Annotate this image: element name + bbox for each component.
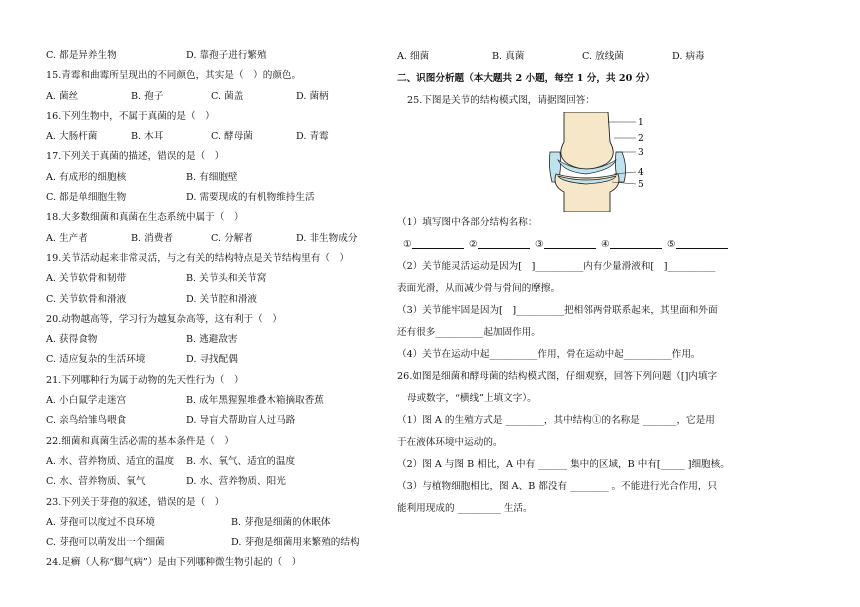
option-a: A. 生产者 [46, 232, 88, 244]
option-row [46, 330, 376, 350]
figure-label-2: 2 [638, 134, 644, 144]
figure-label-3: 3 [638, 148, 644, 158]
option-d: D. 菌柄 [296, 90, 329, 102]
option-b: B. 芽孢是细菌的休眠体 [231, 516, 331, 528]
question-stem: 23.下列关于芽孢的叙述，错误的是（ ） [46, 496, 225, 508]
answer-blank-3[interactable] [544, 236, 596, 249]
q25-blanks-row [397, 234, 817, 256]
option-b: D. 导盲犬帮助盲人过马路 [186, 415, 296, 427]
option-a: C. 亲鸟给雏鸟喂食 [46, 415, 127, 427]
option-c: C. 分解者 [211, 232, 253, 244]
option-b: B. 水、氧气、适宜的温度 [186, 455, 296, 467]
option-a: A. 获得食物 [46, 334, 98, 346]
section-title: 二、识图分析题（本大题共 2 小题，每空 1 分，共 20 分） [397, 73, 655, 84]
option-b: D. 寻找配偶 [186, 354, 238, 366]
blank-marker-4: ④ [601, 239, 610, 250]
option-b: B. 孢子 [131, 90, 164, 102]
left-column [46, 46, 376, 574]
figure-label-5: 5 [638, 180, 644, 190]
option-row [46, 269, 376, 289]
option-c: C. 菌盖 [211, 90, 244, 102]
option-b: D. 需要现成的有机物维持生活 [186, 192, 315, 204]
answer-blank-4[interactable] [610, 236, 662, 249]
right-column [397, 46, 817, 520]
figure-label-1: 1 [638, 118, 644, 128]
option-row [46, 472, 376, 492]
option-a: A. 水、营养物质、适宜的温度 [46, 455, 175, 467]
q24-options [397, 46, 817, 68]
option-b: D. 水、营养物质、阳光 [186, 476, 286, 488]
q25-part3-line2: 还有很多__________起加固作用。 [397, 327, 541, 338]
option-row [46, 46, 376, 66]
blank-marker-5: ⑤ [667, 239, 676, 250]
q26-part1-line1: （1）图 A 的生殖方式是 ________，其中结构①的名称是 _______，它是用 [397, 415, 715, 426]
q24-option-a: A. 细菌 [397, 51, 430, 62]
q25-part2-line2: 表面光滑，从而减少骨与骨间的摩擦。 [397, 283, 561, 294]
option-b: B. 成年黑猩猩堆叠木箱摘取香蕉 [186, 395, 324, 407]
joint-diagram [542, 112, 817, 212]
option-b: D. 芽孢是细菌用来繁殖的结构 [231, 537, 360, 549]
question-stem: 21.下列哪种行为属于动物的先天性行为（ ） [46, 374, 244, 386]
option-a: A. 有成形的细胞核 [46, 171, 127, 183]
option-row [46, 533, 376, 553]
option-row [46, 452, 376, 472]
q26-stem-line1: 26.如图是细菌和酵母菌的结构模式图，仔细观察，回答下列问题（[]内填字 [397, 371, 718, 382]
q25-stem: 25.下图是关节的结构模式图，请据图回答： [407, 95, 595, 106]
option-a: C. 都是异养生物 [46, 50, 117, 61]
option-a: C. 适应复杂的生活环境 [46, 354, 146, 366]
q26-part1-line2: 于在液体环境中运动的。 [397, 437, 503, 448]
option-row [46, 168, 376, 188]
option-d: D. 非生物成分 [296, 232, 358, 244]
question-stem: 17.下列关于真菌的描述，错误的是（ ） [46, 151, 225, 163]
option-c: C. 酵母菌 [211, 131, 253, 143]
option-row [46, 127, 376, 147]
q26-stem-line2: 母或数字，“横线”上填文字）。 [407, 393, 537, 404]
answer-blank-5[interactable] [676, 236, 728, 249]
joint-diagram-svg [542, 112, 652, 212]
option-b: B. 逃避敌害 [186, 334, 238, 346]
option-a: C. 都是单细胞生物 [46, 192, 127, 204]
option-b: B. 木耳 [131, 131, 164, 143]
blank-marker-2: ② [469, 239, 478, 250]
option-row [46, 513, 376, 533]
answer-blank-2[interactable] [478, 236, 530, 249]
option-a: A. 大肠杆菌 [46, 131, 98, 143]
question-stem: 15.青霉和曲霉所呈现出的不同颜色，其实是（ ）的颜色。 [46, 70, 302, 82]
option-b: D. 靠孢子进行繁殖 [186, 50, 267, 61]
blank-marker-1: ① [403, 239, 412, 250]
option-a: C. 关节软骨和滑液 [46, 293, 127, 305]
q24-option-d: D. 病毒 [672, 51, 705, 62]
answer-blank-1[interactable] [412, 236, 464, 249]
q25-part4: （4）关节在运动中起__________作用，骨在运动中起__________作用。 [397, 349, 701, 360]
option-row [46, 290, 376, 310]
blank-marker-3: ③ [535, 239, 544, 250]
option-row [46, 229, 376, 249]
option-a: A. 关节软骨和韧带 [46, 273, 127, 285]
q25-part1: （1）填写图中各部分结构名称： [397, 217, 538, 228]
q25-part2-line1: （2）关节能灵活运动是因为[ ]__________内有少量滑液和[ ]__________ [397, 261, 716, 272]
option-b: B. 有细胞壁 [186, 171, 238, 183]
option-d: D. 青霉 [296, 131, 329, 143]
option-a: A. 芽孢可以度过不良环境 [46, 516, 155, 528]
q25-part3-line1: （3）关节能牢固是因为[ ]__________把相邻两骨联系起来，其里面和外面 [397, 305, 718, 316]
option-a: A. 菌丝 [46, 90, 79, 102]
option-row [46, 350, 376, 370]
q26-part3-line2: 能利用现成的 _________ 生活。 [397, 503, 533, 514]
option-b: D. 关节腔和滑液 [186, 293, 258, 305]
option-b: B. 关节头和关节窝 [186, 273, 267, 285]
q26-part2: （2）图 A 与图 B 相比，A 中有 ______ 集中的区域，B 中有[_____ ]细胞核。 [397, 459, 730, 470]
option-row [46, 391, 376, 411]
option-row [46, 87, 376, 107]
option-b: B. 消费者 [131, 232, 173, 244]
figure-label-4: 4 [638, 168, 644, 178]
option-a: C. 水、营养物质、氧气 [46, 476, 146, 488]
question-stem: 24.足癣（人称“脚气病”）是由下列哪种微生物引起的（ ） [46, 557, 302, 569]
q24-option-b: B. 真菌 [492, 51, 525, 62]
question-stem: 19.关节活动起来非常灵活，与之有关的结构特点是关节结构里有（ ） [46, 252, 350, 264]
q24-option-c: C. 放线菌 [582, 51, 624, 62]
option-a: A. 小白鼠学走迷宫 [46, 395, 127, 407]
question-stem: 22.细菌和真菌生活必需的基本条件是（ ） [46, 435, 234, 447]
question-stem: 16.下列生物中，不属于真菌的是（ ） [46, 110, 215, 122]
option-row [46, 188, 376, 208]
option-row [46, 411, 376, 431]
question-stem: 18.大多数细菌和真菌在生态系统中属于（ ） [46, 212, 244, 224]
joint-head-bone [561, 112, 613, 169]
question-stem: 20.动物越高等，学习行为越复杂高等，这有利于（ ） [46, 313, 282, 325]
q26-part3-line1: （3）与植物细胞相比，图 A、B 都没有 ________ 。不能进行光合作用，只 [397, 481, 718, 492]
option-a: C. 芽孢可以萌发出一个细菌 [46, 537, 165, 549]
